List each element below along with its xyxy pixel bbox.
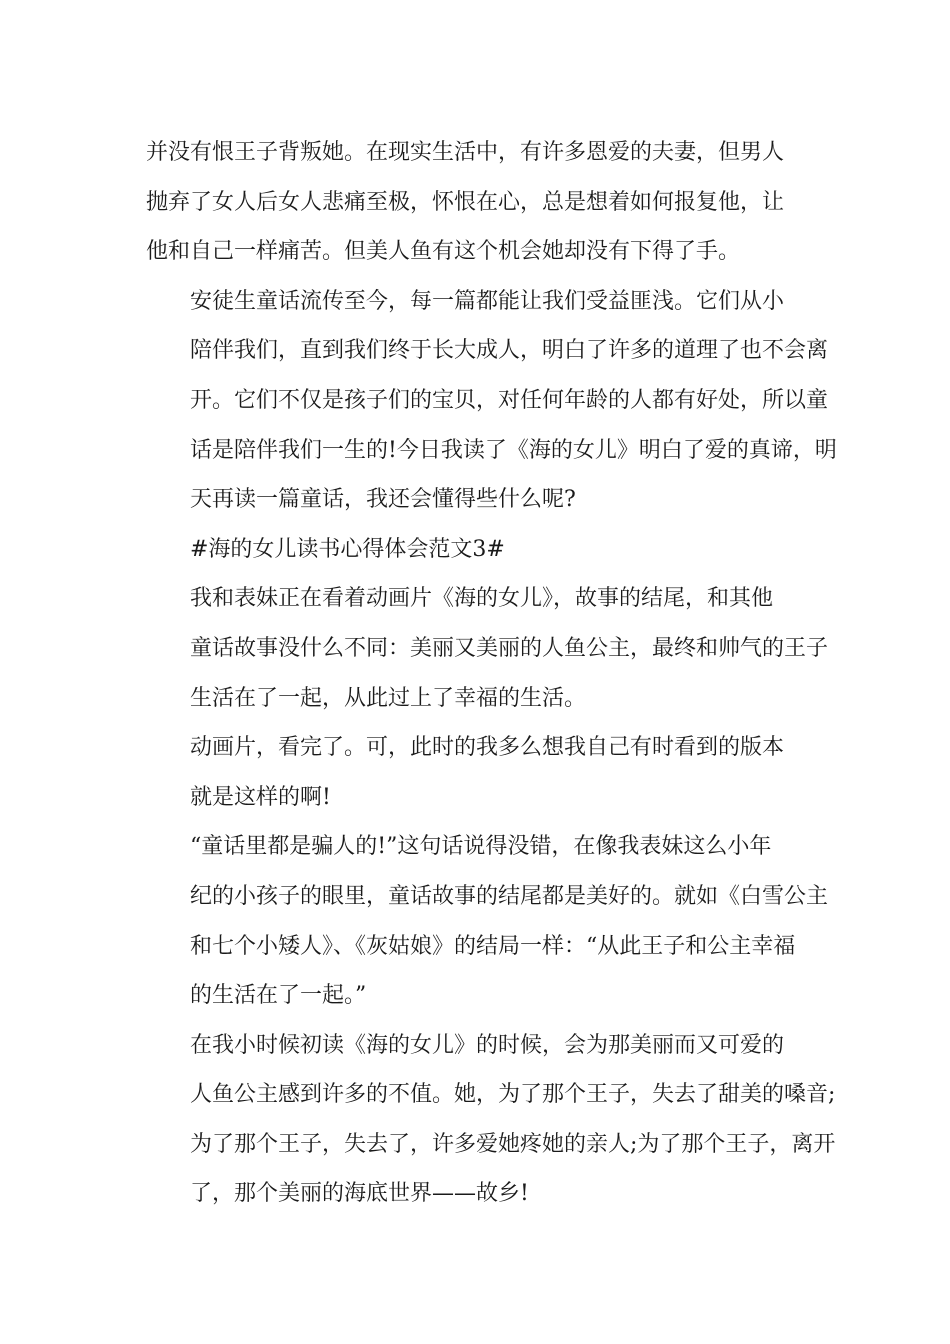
paragraph (146, 822, 829, 1020)
text-line: 和七个小矮人》、《灰姑娘》的结局一样：“从此王子和公主幸福 (190, 933, 796, 959)
text-line: 陪伴我们，直到我们终于长大成人，明白了许多的道理了也不会离 (190, 338, 829, 364)
document-body (146, 128, 837, 1219)
section-heading (146, 525, 810, 575)
text-line: 天再读一篇童话，我还会懂得些什么呢? (190, 487, 576, 513)
text-line: 开。它们不仅是孩子们的宝贝，对任何年龄的人都有好处，所以童 (190, 387, 829, 413)
text-line: 他和自己一样痛苦。但美人鱼有这个机会她却没有下得了手。 (146, 239, 741, 265)
text-line: 的生活在了一起。” (190, 983, 367, 1009)
paragraph (146, 1021, 836, 1219)
text-line: 我和表妹正在看着动画片《海的女儿》，故事的结尾，和其他 (190, 586, 774, 612)
text-line: 生活在了一起，从此过上了幸福的生活。 (190, 685, 587, 711)
paragraph (146, 574, 829, 723)
text-line: 为了那个王子，失去了，许多爱她疼她的亲人;为了那个王子，离开 (190, 1131, 836, 1157)
paragraph (146, 128, 810, 277)
text-line: 纪的小孩子的眼里，童话故事的结尾都是美好的。就如《白雪公主 (190, 883, 829, 909)
text-line: 了，那个美丽的海底世界——故乡! (190, 1181, 529, 1207)
text-line: 童话故事没什么不同：美丽又美丽的人鱼公主，最终和帅气的王子 (190, 635, 829, 661)
heading-line: #海的女儿读书心得体会范文3# (190, 536, 505, 562)
paragraph (146, 723, 810, 822)
text-line: 就是这样的啊! (190, 784, 331, 810)
text-line: 抛弃了女人后女人悲痛至极，怀恨在心，总是想着如何报复他，让 (146, 189, 785, 215)
text-line: 动画片，看完了。可，此时的我多么想我自己有时看到的版本 (190, 735, 785, 761)
text-line: 人鱼公主感到许多的不值。她，为了那个王子，失去了甜美的嗓音; (190, 1082, 836, 1108)
text-line: 话是陪伴我们一生的!今日我读了《海的女儿》明白了爱的真谛，明 (190, 437, 837, 463)
text-line: “童话里都是骗人的!”这句话说得没错，在像我表妹这么小年 (190, 834, 772, 860)
paragraph (146, 277, 837, 525)
text-line: 在我小时候初读《海的女儿》的时候，会为那美丽而又可爱的 (190, 1032, 785, 1058)
text-line: 并没有恨王子背叛她。在现实生活中，有许多恩爱的夫妻，但男人 (146, 140, 785, 165)
text-line: 安徒生童话流传至今，每一篇都能让我们受益匪浅。它们从小 (190, 288, 785, 314)
